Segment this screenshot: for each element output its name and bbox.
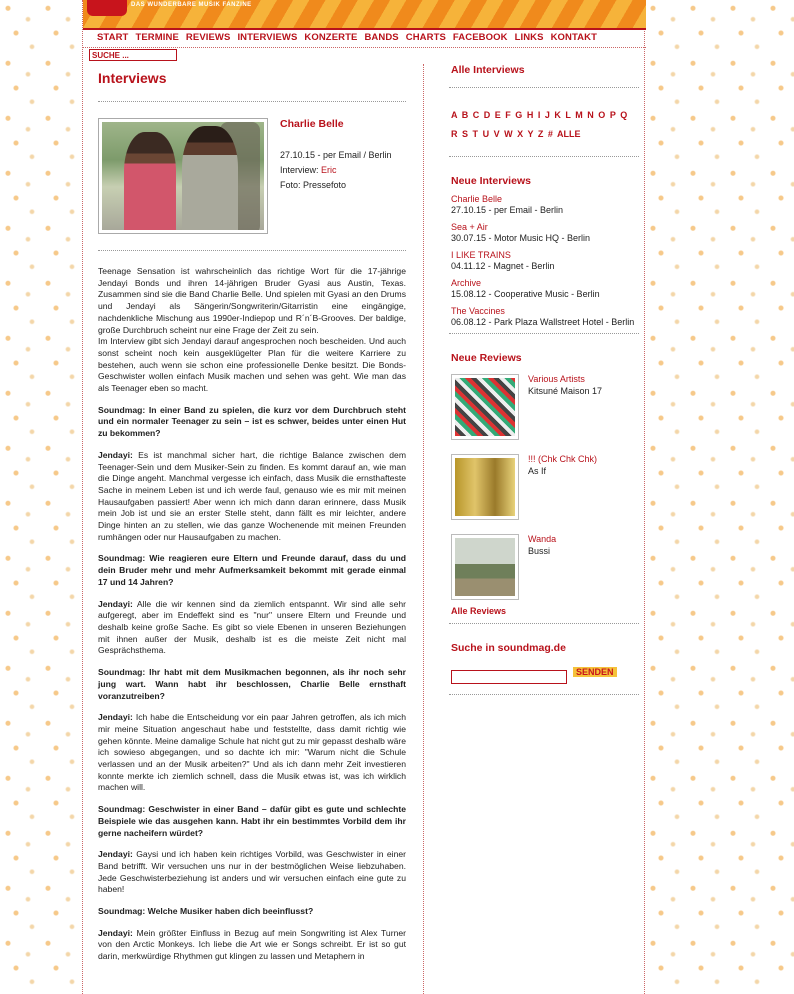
nav-link-reviews[interactable]: REVIEWS [185, 32, 231, 43]
letter-link[interactable]: Q [620, 110, 628, 120]
nav-divider [83, 47, 646, 48]
letter-link[interactable]: M [575, 110, 583, 120]
new-interview-meta: 06.08.12 - Park Plaza Wallstreet Hotel - Berlin [451, 317, 635, 327]
review-item [451, 534, 639, 604]
interview-question: Soundmag: Geschwister in einer Band – dafür gibt es gute und schlechte Beispiele wie das ausgehen kann. Habt ihr ein bestimmtes Vorbild dem ihr gerne nacheifern würdet? [98, 804, 406, 838]
main-nav [97, 32, 604, 46]
review-item [451, 454, 639, 524]
site-search-input[interactable] [451, 670, 567, 684]
review-album: As If [528, 466, 547, 476]
new-interview-meta: 27.10.15 - per Email - Berlin [451, 205, 564, 215]
nav-link-bands[interactable]: BANDS [364, 32, 399, 43]
interview-paragraph: Teenage Sensation ist wahrscheinlich das richtige Wort für die 17-jährige Jendayi Bonds und ihren 14-jährigen Bruder Gyasi aus Austin, Texas. Zusammen sind sie die Band Charlie Belle. Und spielen mit Gyasi an den Drums und Jendayi als Sängerin/Songwriterin/Gitarristin eine eingängige, nachdenkliche Mischung aus 1990er-Indiepop und R´n´B-Grooves. Der baldige, große Durchbruch scheint nur eine Frage der Zeit zu sein. Im Interview gibt sich Jendayi darauf angesprochen noch bescheiden. Und auch sonst scheint noch kein ausgeklügelter Plan für die weitere Karriere zu bestehen, auch wenn sie schon eine professionelle Denke besitzt. Die Bonds-Geschwister wollen einfach Musik machen und sehen was geht. Wie man das als Teenager eben so macht. [98, 266, 406, 394]
divider [449, 156, 639, 157]
letter-link[interactable]: A [451, 110, 458, 120]
letter-index-row2 [451, 125, 639, 144]
review-artist-link[interactable]: !!! (Chk Chk Chk) [528, 454, 598, 464]
letter-link[interactable]: P [609, 110, 616, 120]
divider [449, 694, 639, 695]
letter-link[interactable]: Y [527, 129, 534, 139]
divider [449, 333, 639, 334]
site-tagline: DAS WUNDERBARE MUSIK FANZINE [131, 2, 252, 8]
letter-link[interactable]: W [504, 129, 513, 139]
column-divider [423, 64, 424, 994]
letter-link[interactable]: L [565, 110, 571, 120]
letter-index-row1 [451, 106, 639, 125]
new-interview-meta: 30.07.15 - Motor Music HQ - Berlin [451, 233, 591, 243]
letter-link[interactable]: F [505, 110, 511, 120]
nav-link-charts[interactable]: CHARTS [405, 32, 446, 43]
divider [449, 87, 639, 88]
letter-link[interactable]: N [587, 110, 594, 120]
interview-question: Soundmag: In einer Band zu spielen, die kurz vor dem Durchbruch steht und ein normaler Teenager zu sein – ist es schwer, beides unter einen Hut zu bekommen? [98, 404, 406, 439]
nav-link-links[interactable]: LINKS [514, 32, 544, 43]
sidebar [451, 64, 639, 695]
interview-question: Soundmag: Welche Musiker haben dich beeinflusst? [98, 906, 314, 917]
site-search-form [451, 667, 639, 684]
review-cover[interactable] [451, 374, 519, 440]
background-left [0, 0, 82, 994]
letter-link[interactable]: G [515, 110, 523, 120]
interview-paragraph: Jendayi: Ich habe die Entscheidung vor ein paar Jahren getroffen, als ich mich mir meine Situation angeschaut habe und feststellte, dass damit richtig wie gehen könnte. Meine damalige Schule hat nicht gut zu mir gepasst deshalb wäre ich sowieso abgegangen, und so dachte ich mir: "Warum nicht die Schule verlassen und an der Musik arbeiten?" Und als ich dann mehr Zeit investieren konnte merkte ich ziemlich schnell, dass die Musik etwas ist, was ich wirklich machen will. [98, 712, 406, 793]
interview-question: Soundmag: Ihr habt mit dem Musikmachen begonnen, als ihr noch sehr jung wart. Wann habt ihr beschlossen, Charlie Belle ernsthaft voranzutreiben? [98, 667, 406, 701]
review-album: Kitsuné Maison 17 [528, 386, 603, 396]
main-content [98, 70, 406, 962]
teaser-info [280, 118, 406, 190]
artist-photo[interactable] [98, 118, 268, 234]
divider [98, 250, 406, 251]
divider [98, 101, 406, 102]
letter-link[interactable]: D [483, 110, 491, 120]
header-banner [83, 0, 646, 30]
nav-link-konzerte[interactable]: KONZERTE [304, 32, 358, 43]
new-interview-link[interactable]: Archive [451, 278, 482, 288]
new-interviews-list [451, 194, 639, 327]
letter-link[interactable]: X [517, 129, 524, 139]
new-interview-link[interactable]: The Vaccines [451, 306, 505, 316]
page-title: Interviews [98, 70, 167, 86]
artist-name: Charlie Belle [280, 118, 344, 130]
all-interviews-heading: Alle Interviews [451, 64, 525, 76]
letter-link[interactable]: B [461, 110, 469, 120]
divider [449, 623, 639, 624]
letter-link[interactable]: ALLE [557, 129, 581, 139]
letter-link[interactable]: I [537, 110, 541, 120]
interview-paragraph: Jendayi: Es ist manchmal sicher hart, die richtige Balance zwischen dem Teenager-Sein und dem Musiker-Sein zu finden. Es kommt darauf an, wie man die Dinge angeht. Manchmal vergesse ich einfach, dass Musik die ernsthafteste Sache in meinem Leben ist und ich werde faul, genauso wie es mir mit meinen Hausaufgaben passiert! Aber wenn ich mich dann daran erinnere, dass Musik mein Job ist und sie an erster Stelle steht, dann fällt es mir leichter, andere Dinge hinten an zu stellen, wie das ganze Wochenende mit meinen Freunden rumhängen oder nur Hausaufgaben zu machen. [98, 449, 406, 542]
interview-body [98, 266, 406, 973]
letter-link[interactable]: T [472, 129, 479, 139]
new-interview-meta: 15.08.12 - Cooperative Music - Berlin [451, 289, 600, 299]
letter-link[interactable]: R [451, 129, 458, 139]
letter-link[interactable]: H [526, 110, 534, 120]
nav-link-start[interactable]: START [97, 32, 129, 43]
interview-paragraph: Jendayi: Mein größter Einfluss in Bezug auf mein Songwriting ist Alex Turner von den Arctic Monkeys. Ich liebe die Art wie er Songs schreibt. Er ist so gut darin, merkwürdige Rhythmen gut klingen zu lassen und Metaphern in [98, 927, 406, 962]
nav-link-interviews[interactable]: INTERVIEWS [237, 32, 298, 43]
letter-link[interactable]: Z [537, 129, 544, 139]
review-artist-link[interactable]: Various Artists [528, 374, 585, 384]
new-reviews-heading: Neue Reviews [451, 352, 522, 364]
new-interview-link[interactable]: Charlie Belle [451, 194, 503, 204]
interview-paragraph: Jendayi: Gaysi und ich haben kein richtiges Vorbild, was Geschwister in einer Band betrifft. Wir versuchen uns nur in der bestmöglichen Weise liebzuhaben. Jede Geschwisterbeziehung ist anders und wir versuchen einfach eine gute zu haben! [98, 849, 406, 895]
search-send-button[interactable]: SENDEN [573, 667, 617, 677]
letter-link[interactable]: C [472, 110, 480, 120]
new-interviews-heading: Neue Interviews [451, 175, 531, 187]
review-cover[interactable] [451, 534, 519, 600]
site-search-heading: Suche in soundmag.de [451, 642, 566, 654]
review-cover[interactable] [451, 454, 519, 520]
letter-link[interactable]: S [462, 129, 469, 139]
new-interview-meta: 04.11.12 - Magnet - Berlin [451, 261, 555, 271]
new-reviews-list [451, 374, 639, 604]
interview-meta: 27.10.15 - per Email / Berlin [280, 150, 392, 160]
background-right [645, 0, 794, 994]
letter-link[interactable]: K [554, 110, 561, 120]
site-logo[interactable] [87, 0, 127, 16]
top-search-input[interactable]: SUCHE ... [89, 49, 177, 61]
interviewer-line: Interview: Eric [280, 165, 337, 175]
review-artist-link[interactable]: Wanda [528, 534, 557, 544]
new-interview-link[interactable]: Sea + Air [451, 222, 488, 232]
nav-link-kontakt[interactable]: KONTAKT [550, 32, 597, 43]
new-interview-link[interactable]: I LIKE TRAINS [451, 250, 511, 260]
photo-credit: Foto: Pressefoto [280, 180, 347, 190]
all-reviews-link[interactable]: Alle Reviews [451, 606, 507, 616]
review-album: Bussi [528, 546, 551, 556]
letter-link[interactable]: V [493, 129, 500, 139]
letter-link[interactable]: O [598, 110, 606, 120]
nav-link-facebook[interactable]: FACEBOOK [452, 32, 508, 43]
page-container [82, 0, 645, 994]
interviewer-link[interactable]: Eric [321, 165, 337, 175]
letter-link[interactable]: E [494, 110, 501, 120]
interview-question: Soundmag: Wie reagieren eure Eltern und Freunde darauf, dass du und dein Bruder mehr und mehr Aufmerksamkeit bekommt mit gerade einmal 17 und 14 Jahren? [98, 553, 406, 587]
letter-link[interactable]: J [544, 110, 550, 120]
letter-link[interactable]: # [547, 129, 553, 139]
review-item [451, 374, 639, 444]
letter-link[interactable]: U [482, 129, 490, 139]
interview-teaser [98, 118, 406, 238]
interview-paragraph: Jendayi: Alle die wir kennen sind da ziemlich entspannt. Wir sind alle sehr aufgeregt, aber im Endeffekt sind es "nur" unsere Eltern und Freunde und deshalb keine große Sache. Es gibt so viele Ebenen in unseren Beziehungen mit ihnen außer der Musik, deshalb ist es die meiste Zeit nicht mal Gesprächsthema. [98, 598, 406, 656]
nav-link-termine[interactable]: TERMINE [135, 32, 179, 43]
